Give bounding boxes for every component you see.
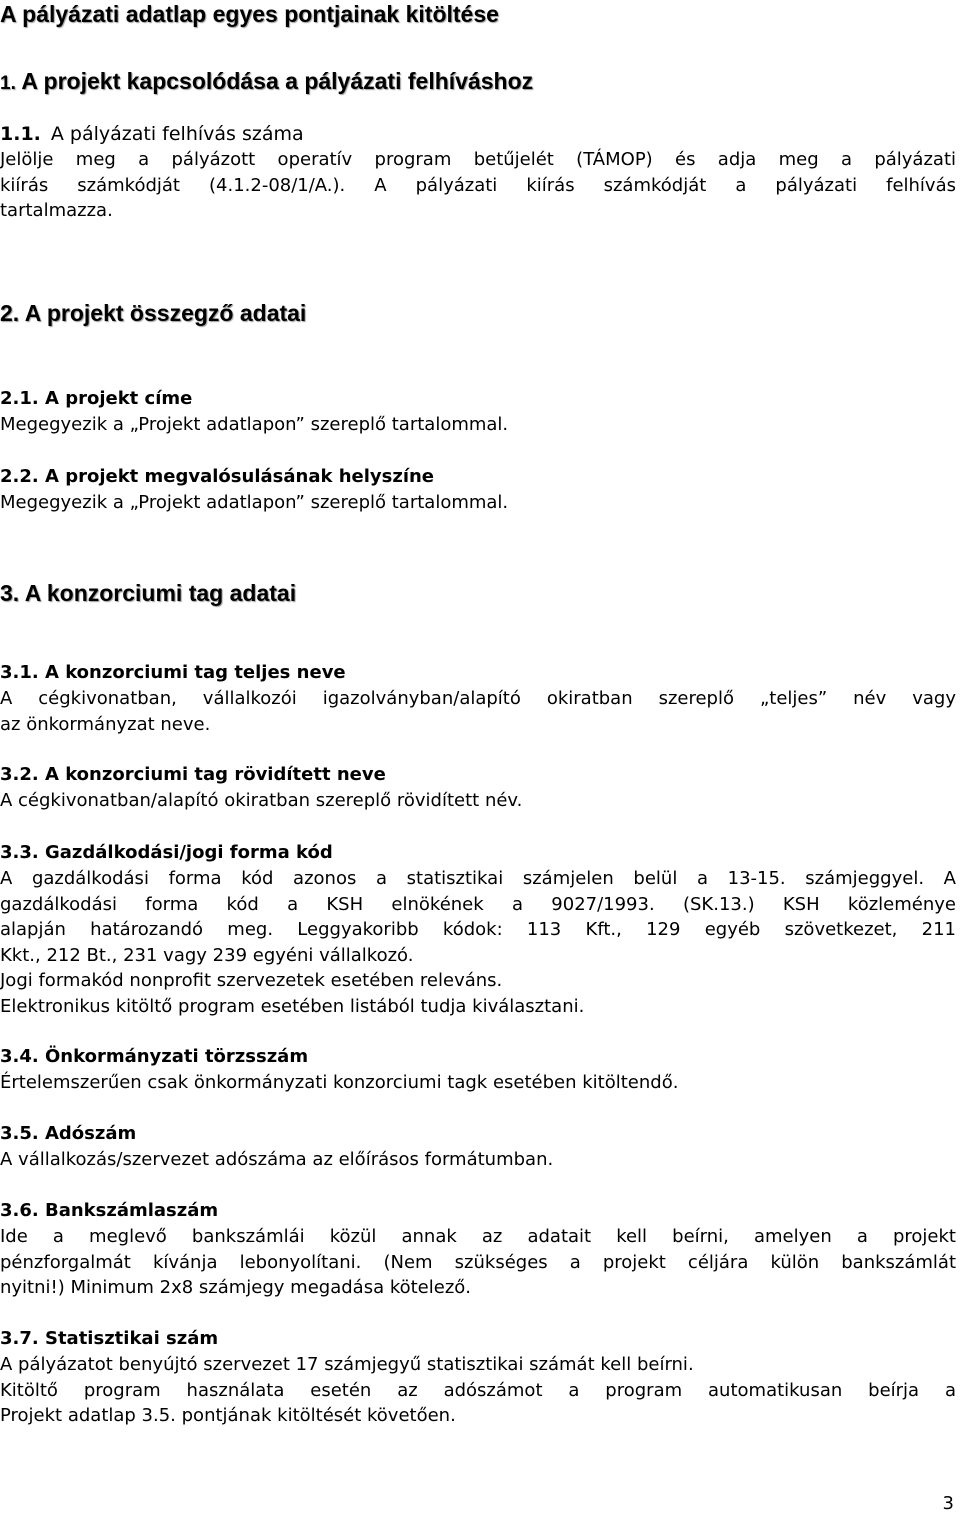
section-1-1-line: kiírás számkódját (4.1.2-08/1/A.). A pályázati kiírás számkódját a pályázati felhívás	[0, 174, 956, 196]
section-3-6-line: Ide a meglevő bankszámlái közül annak az adatait kell beírni, amelyen a projekt	[0, 1226, 956, 1247]
section-3-6	[0, 1198, 956, 1301]
section-2-2-heading: 2.2. A projekt megvalósulásának helyszíne	[0, 466, 435, 487]
section-1-1-number: 1.1.	[0, 123, 41, 145]
section-3-2-heading: 3.2. A konzorciumi tag rövidített neve	[0, 764, 386, 785]
section-3-7-text	[0, 1352, 956, 1429]
section-3-3-line: Elektronikus kitöltő program esetében listából tudja kiválasztani.	[0, 995, 585, 1017]
section-3-5-heading: 3.5. Adószám	[0, 1123, 137, 1144]
section-3-1-line: A cégkivonatban, vállalkozói igazolványban/alapító okiratban szereplő „teljes” név vagy	[0, 688, 956, 709]
section-3-7-heading: 3.7. Statisztikai szám	[0, 1328, 219, 1349]
section-3-5-text: A vállalkozás/szervezet adószáma az előírásos formátumban.	[0, 1149, 554, 1170]
section-3-7	[0, 1326, 956, 1429]
section-2-heading: 2. A projekt összegző adatai	[0, 300, 307, 326]
section-1-1-heading	[0, 121, 956, 147]
section-3-3-line: A gazdálkodási forma kód azonos a statisztikai számjelen belül a 13-15. számjeggyel. A	[0, 868, 956, 889]
section-2-1	[0, 386, 956, 438]
section-3-2	[0, 762, 956, 814]
section-1-title: A projekt kapcsolódása a pályázati felhíváshoz	[21, 68, 534, 94]
section-1-heading	[0, 66, 533, 99]
section-1-1-line: tartalmazza.	[0, 200, 113, 222]
section-3-3-line: Jogi formakód nonprofit szervezetek esetében releváns.	[0, 970, 503, 992]
page-title: A pályázati adatlap egyes pontjainak kitöltése	[0, 1, 499, 27]
section-3-1-line: az önkormányzat neve.	[0, 713, 211, 735]
section-2-2	[0, 464, 956, 516]
section-3-7-line: Projekt adatlap 3.5. pontjának kitöltését követően.	[0, 1405, 456, 1427]
section-3-4-heading: 3.4. Önkormányzati törzsszám	[0, 1046, 309, 1067]
section-3-7-line: Kitöltő program használata esetén az adószámot a program automatikusan beírja a	[0, 1379, 956, 1401]
section-3-3-text	[0, 866, 956, 1020]
section-2-1-heading: 2.1. A projekt címe	[0, 388, 193, 409]
section-3-3-line: gazdálkodási forma kód a KSH elnökének a 9027/1993. (SK.13.) KSH közleménye	[0, 893, 956, 915]
section-3-2-text: A cégkivonatban/alapító okiratban szereplő rövidített név.	[0, 790, 523, 811]
page-number: 3	[942, 1493, 954, 1514]
section-3-3-line: alapján határozandó meg. Leggyakoribb kódok: 113 Kft., 129 egyéb szövetkezet, 211	[0, 919, 956, 941]
section-2-2-text: Megegyezik a „Projekt adatlapon” szereplő tartalommal.	[0, 492, 509, 513]
section-1-1-line: Jelölje meg a pályázott operatív program betűjelét (TÁMOP) és adja meg a pályázati	[0, 149, 956, 170]
section-3-4-text: Értelemszerűen csak önkormányzati konzorciumi tagk esetében kitöltendő.	[0, 1072, 679, 1093]
section-3-6-line: pénzforgalmát kívánja lebonyolítani. (Nem szükséges a projekt céljára külön bankszámlát	[0, 1251, 956, 1273]
section-3-3-heading: 3.3. Gazdálkodási/jogi forma kód	[0, 842, 333, 863]
section-3-6-text	[0, 1224, 956, 1301]
section-3-5	[0, 1121, 956, 1173]
section-2-1-text: Megegyezik a „Projekt adatlapon” szereplő tartalommal.	[0, 414, 509, 435]
section-3-3-line: Kkt., 212 Bt., 231 vagy 239 egyéni vállalkozó.	[0, 944, 414, 966]
section-1-1	[0, 121, 956, 224]
section-3-heading: 3. A konzorciumi tag adatai	[0, 580, 297, 606]
section-1-1-title: A pályázati felhívás száma	[50, 123, 304, 145]
section-3-1-heading: 3.1. A konzorciumi tag teljes neve	[0, 662, 346, 683]
section-1-1-text	[0, 147, 956, 224]
section-3-4	[0, 1044, 956, 1096]
section-3-1	[0, 660, 956, 737]
section-3-1-text	[0, 686, 956, 737]
section-3-6-line: nyitni!) Minimum 2x8 számjegy megadása kötelező.	[0, 1277, 472, 1299]
section-1-number: 1.	[0, 73, 16, 94]
section-3-6-heading: 3.6. Bankszámlaszám	[0, 1200, 219, 1221]
section-3-3	[0, 840, 956, 1020]
section-3-7-line: A pályázatot benyújtó szervezet 17 számjegyű statisztikai számát kell beírni.	[0, 1354, 694, 1375]
